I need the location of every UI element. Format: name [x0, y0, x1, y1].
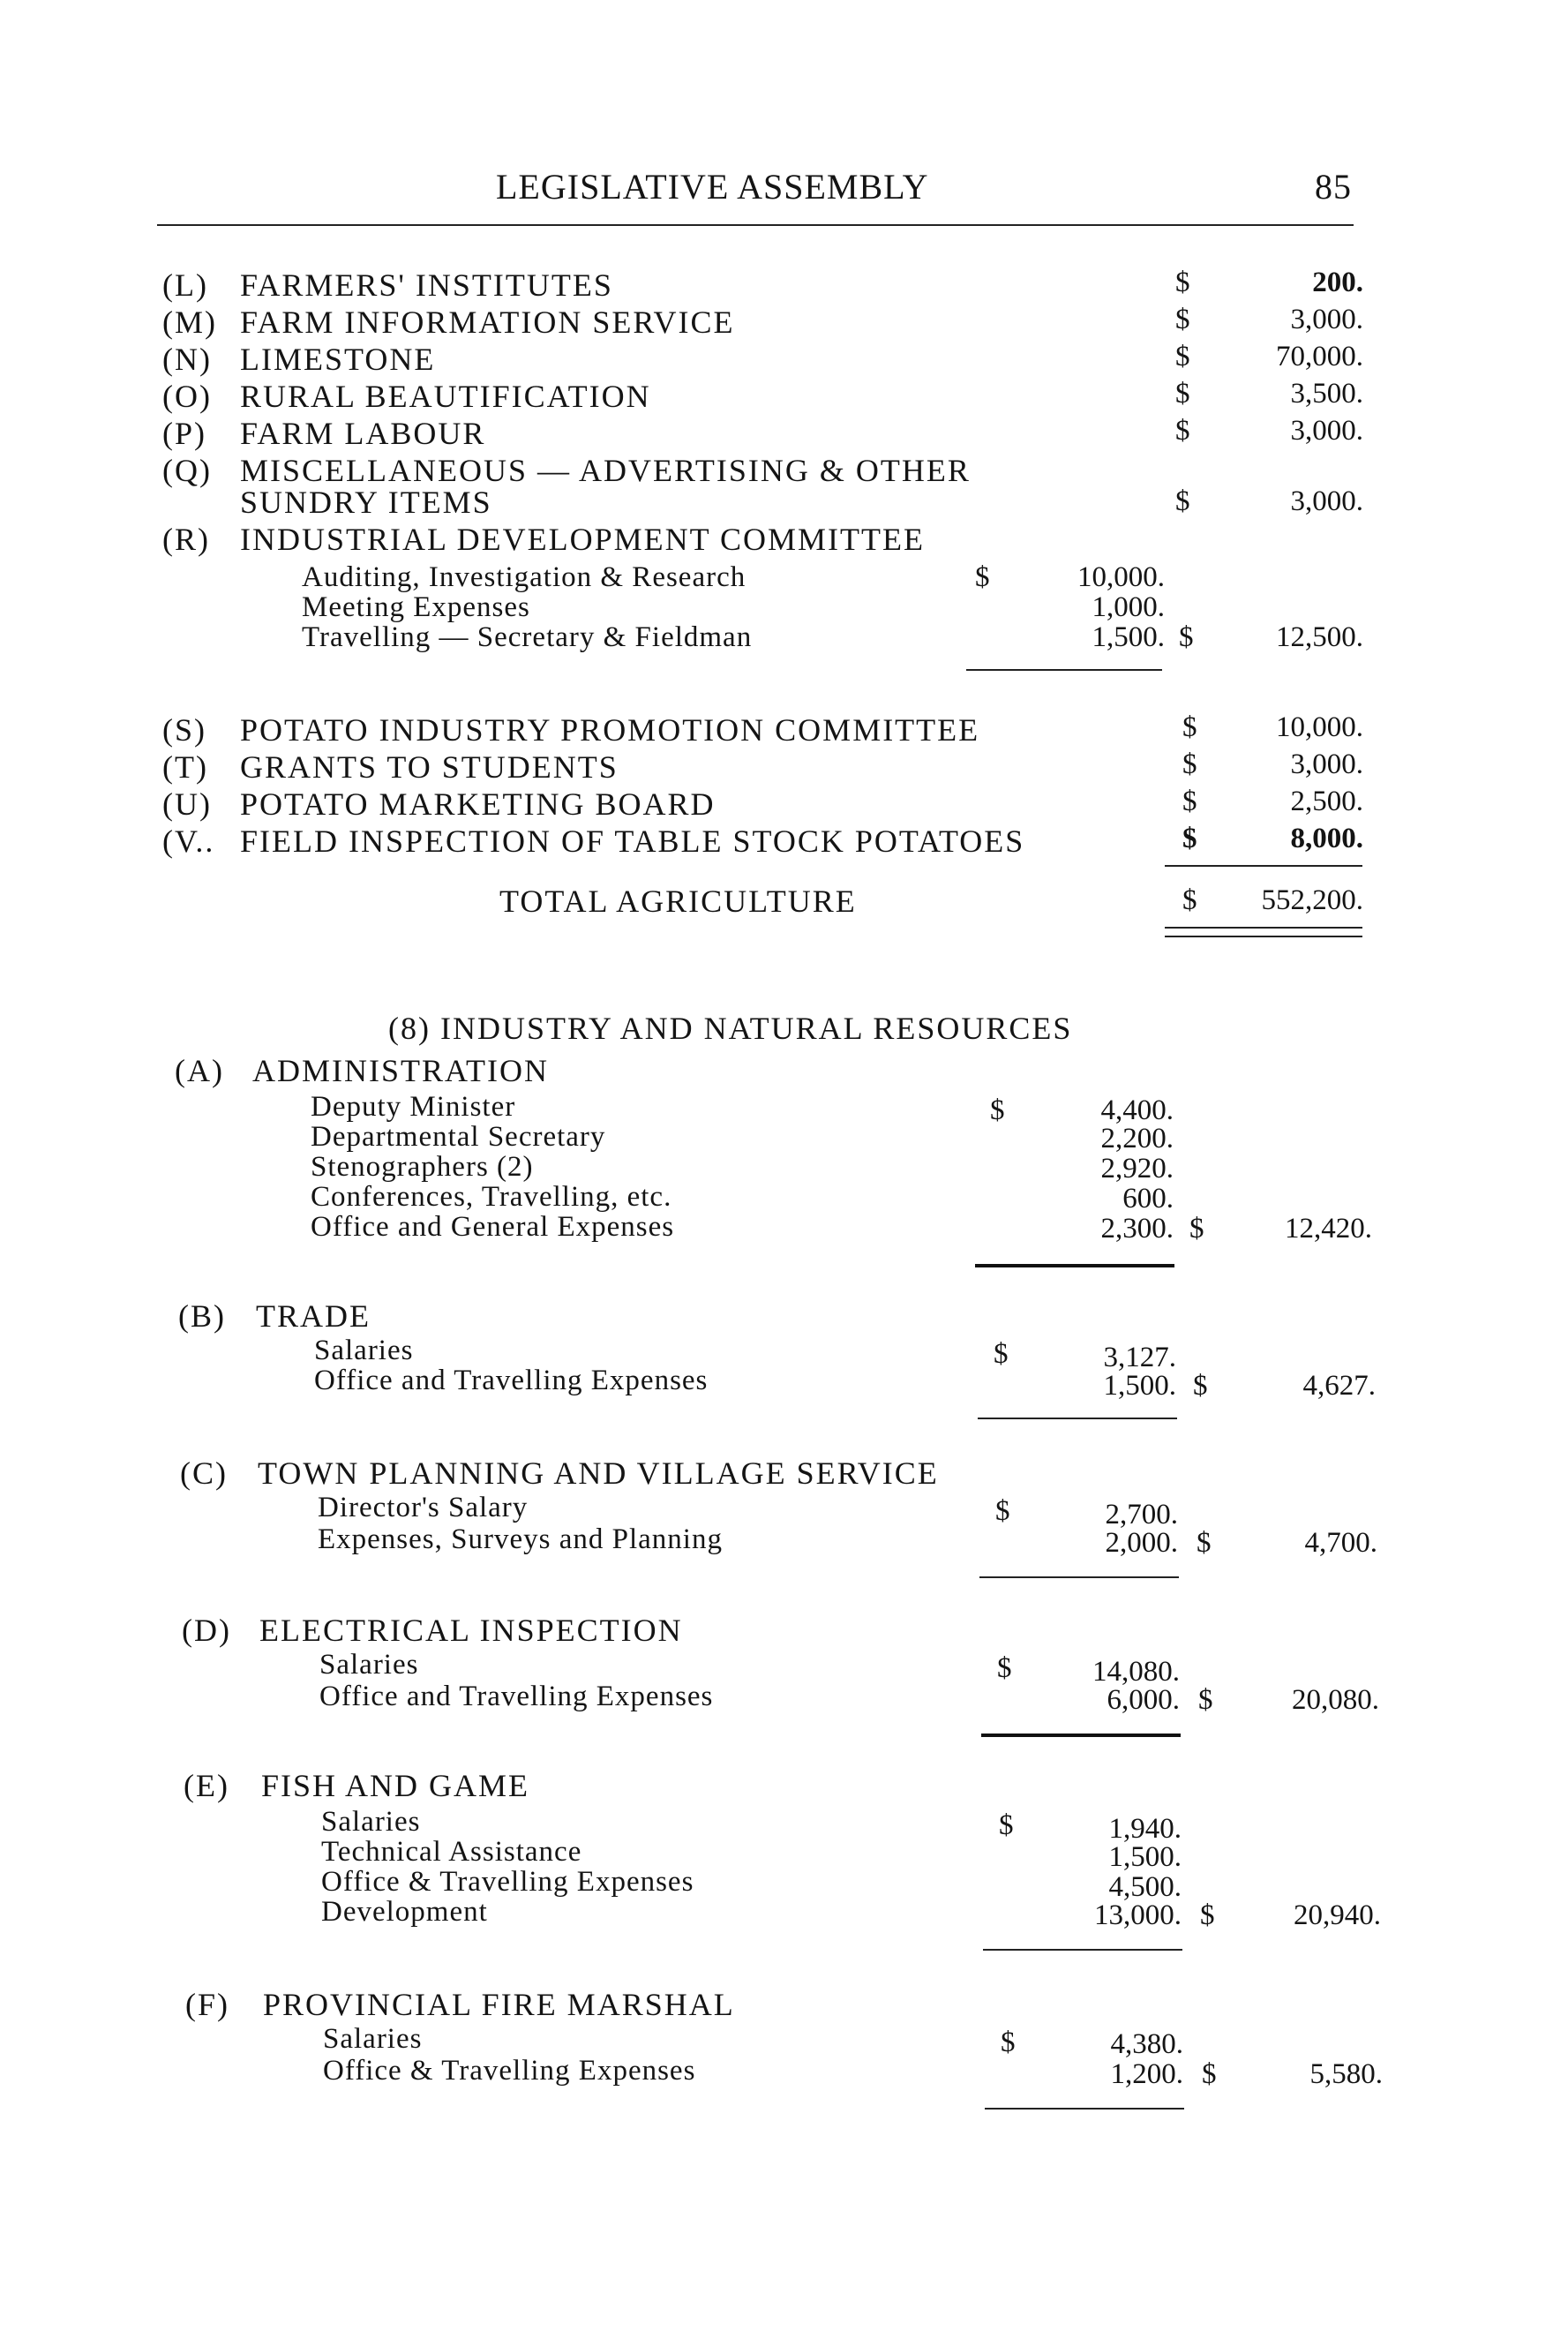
item-s-dollar: $ [1182, 711, 1197, 743]
item-r-total: 12,500. [1276, 621, 1363, 653]
item-t-total: 3,000. [1290, 748, 1363, 780]
group-d-total: 20,080. [1292, 1684, 1379, 1716]
item-o-dollar: $ [1175, 378, 1190, 410]
item-r-subtotal-rule [966, 669, 1162, 671]
group-c-line-amount: 2,700. [1105, 1499, 1178, 1531]
group-e-dollar: $ [1200, 1899, 1215, 1931]
item-t-letter: (T) [162, 749, 208, 785]
group-d-dollar: $ [1198, 1684, 1213, 1716]
group-a-line-amount: 600. [1122, 1183, 1174, 1215]
group-d-rule [981, 1734, 1181, 1737]
total-double-rule [1165, 927, 1362, 929]
item-s-letter: (S) [162, 712, 206, 748]
item-r-line-label: Meeting Expenses [302, 591, 530, 623]
item-n-dollar: $ [1175, 341, 1190, 372]
group-b-line-dollar: $ [994, 1338, 1009, 1370]
item-v-total: 8,000. [1290, 823, 1363, 854]
item-n-name: LIMESTONE [240, 342, 436, 377]
item-u-name: POTATO MARKETING BOARD [240, 786, 716, 822]
item-r-line-amount: 1,000. [1092, 591, 1165, 623]
item-q-name-cont: SUNDRY ITEMS [240, 485, 492, 520]
item-o-name: RURAL BEAUTIFICATION [240, 379, 651, 414]
item-s-name: POTATO INDUSTRY PROMOTION COMMITTEE [240, 712, 980, 748]
item-q-dollar: $ [1175, 485, 1190, 517]
group-d-line-dollar: $ [997, 1652, 1012, 1684]
group-b-dollar: $ [1193, 1370, 1208, 1402]
section-title: (8) INDUSTRY AND NATURAL RESOURCES [388, 1011, 1073, 1046]
group-e-total: 20,940. [1294, 1899, 1381, 1931]
group-a-line-label: Conferences, Travelling, etc. [311, 1181, 672, 1213]
group-a-line-label: Stenographers (2) [311, 1151, 534, 1183]
group-c-line-label: Expenses, Surveys and Planning [318, 1523, 723, 1555]
item-p-letter: (P) [162, 416, 206, 451]
item-t-name: GRANTS TO STUDENTS [240, 749, 619, 785]
group-c-total: 4,700. [1304, 1527, 1377, 1559]
item-u-total: 2,500. [1290, 786, 1363, 817]
group-b-line-label: Salaries [314, 1335, 414, 1366]
item-q-letter: (Q) [162, 453, 212, 488]
group-f-name: PROVINCIAL FIRE MARSHAL [263, 1987, 735, 2022]
total-agriculture-dollar: $ [1182, 884, 1197, 916]
total-top-rule [1165, 865, 1362, 867]
group-d-letter: (D) [182, 1613, 231, 1648]
item-o-letter: (O) [162, 379, 212, 414]
item-p-dollar: $ [1175, 415, 1190, 447]
group-a-line-dollar: $ [990, 1094, 1005, 1126]
group-f-dollar: $ [1202, 2058, 1217, 2090]
group-f-rule [985, 2108, 1184, 2110]
item-s-total: 10,000. [1276, 711, 1363, 743]
item-p-total: 3,000. [1290, 415, 1363, 447]
group-a-line-label: Departmental Secretary [311, 1121, 606, 1153]
group-b-name: TRADE [256, 1298, 371, 1334]
group-a-line-amount: 4,400. [1100, 1094, 1174, 1126]
group-e-line-label: Technical Assistance [321, 1836, 582, 1868]
group-f-line-amount: 1,200. [1110, 2058, 1183, 2090]
group-b-letter: (B) [178, 1298, 226, 1334]
item-n-total: 70,000. [1276, 341, 1363, 372]
group-c-line-dollar: $ [995, 1495, 1010, 1527]
group-e-name: FISH AND GAME [261, 1768, 530, 1803]
group-f-line-label: Office & Travelling Expenses [323, 2055, 696, 2087]
item-m-total: 3,000. [1290, 304, 1363, 335]
header-rule [157, 224, 1354, 226]
item-t-dollar: $ [1182, 748, 1197, 780]
total-agriculture-label: TOTAL AGRICULTURE [499, 884, 857, 919]
group-d-line-label: Office and Travelling Expenses [319, 1681, 714, 1712]
group-a-line-amount: 2,200. [1100, 1123, 1174, 1154]
total-double-rule [1165, 936, 1362, 937]
total-agriculture-amount: 552,200. [1261, 884, 1363, 916]
item-r-name: INDUSTRIAL DEVELOPMENT COMMITTEE [240, 522, 925, 557]
item-n-letter: (N) [162, 342, 212, 377]
group-e-line-amount: 4,500. [1108, 1871, 1182, 1903]
group-d-line-amount: 14,080. [1092, 1656, 1180, 1688]
group-b-rule [978, 1418, 1177, 1419]
group-b-line-amount: 3,127. [1103, 1342, 1176, 1373]
group-a-line-label: Deputy Minister [311, 1091, 516, 1123]
group-c-letter: (C) [180, 1455, 228, 1491]
group-c-dollar: $ [1197, 1527, 1212, 1559]
group-e-line-amount: 13,000. [1094, 1899, 1182, 1931]
group-e-line-amount: 1,940. [1108, 1813, 1182, 1845]
item-l-name: FARMERS' INSTITUTES [240, 267, 613, 303]
item-l-total: 200. [1312, 267, 1363, 298]
item-q-total: 3,000. [1290, 485, 1363, 517]
group-a-line-amount: 2,300. [1100, 1213, 1174, 1245]
item-u-letter: (U) [162, 786, 212, 822]
group-a-name: ADMINISTRATION [252, 1053, 549, 1088]
group-c-name: TOWN PLANNING AND VILLAGE SERVICE [258, 1455, 939, 1491]
item-v-name: FIELD INSPECTION OF TABLE STOCK POTATOES [240, 824, 1025, 859]
item-p-name: FARM LABOUR [240, 416, 486, 451]
page-number: 85 [1315, 167, 1352, 207]
group-f-line-dollar: $ [1001, 2027, 1016, 2058]
group-a-total: 12,420. [1285, 1213, 1372, 1245]
group-e-rule [983, 1949, 1182, 1951]
item-q-name: MISCELLANEOUS — ADVERTISING & OTHER [240, 453, 971, 488]
group-e-line-label: Salaries [321, 1806, 421, 1838]
group-a-line-amount: 2,920. [1100, 1153, 1174, 1185]
group-e-line-dollar: $ [999, 1809, 1014, 1841]
item-o-total: 3,500. [1290, 378, 1363, 410]
item-u-dollar: $ [1182, 786, 1197, 817]
group-e-line-label: Development [321, 1896, 488, 1928]
item-m-letter: (M) [162, 305, 217, 340]
item-r-line-label: Travelling — Secretary & Fieldman [302, 621, 753, 653]
item-m-dollar: $ [1175, 304, 1190, 335]
group-f-line-label: Salaries [323, 2023, 423, 2055]
item-r-line-dollar: $ [975, 561, 990, 593]
group-c-rule [979, 1576, 1179, 1578]
group-d-name: ELECTRICAL INSPECTION [259, 1613, 683, 1648]
item-l-dollar: $ [1175, 267, 1190, 298]
group-f-line-amount: 4,380. [1110, 2028, 1183, 2060]
group-e-line-amount: 1,500. [1108, 1841, 1182, 1873]
group-d-line-label: Salaries [319, 1649, 419, 1681]
group-c-line-label: Director's Salary [318, 1492, 529, 1523]
group-a-letter: (A) [175, 1053, 224, 1088]
item-r-line-amount: 10,000. [1077, 561, 1165, 593]
group-f-total: 5,580. [1309, 2058, 1383, 2090]
group-e-line-label: Office & Travelling Expenses [321, 1866, 694, 1898]
group-b-line-amount: 1,500. [1103, 1370, 1176, 1402]
item-r-dollar: $ [1179, 621, 1194, 653]
page-title: LEGISLATIVE ASSEMBLY [496, 167, 929, 207]
item-r-letter: (R) [162, 522, 210, 557]
item-v-letter: (V.. [162, 824, 215, 859]
group-d-line-amount: 6,000. [1107, 1684, 1180, 1716]
group-e-letter: (E) [184, 1768, 229, 1803]
group-a-rule [975, 1264, 1174, 1267]
item-m-name: FARM INFORMATION SERVICE [240, 305, 735, 340]
group-b-line-label: Office and Travelling Expenses [314, 1365, 709, 1396]
group-c-line-amount: 2,000. [1105, 1527, 1178, 1559]
item-r-line-amount: 1,500. [1092, 621, 1165, 653]
item-l-letter: (L) [162, 267, 208, 303]
group-f-letter: (F) [185, 1987, 229, 2022]
group-b-total: 4,627. [1302, 1370, 1376, 1402]
item-v-dollar: $ [1182, 823, 1197, 854]
item-r-line-label: Auditing, Investigation & Research [302, 561, 746, 593]
group-a-line-label: Office and General Expenses [311, 1211, 675, 1243]
group-a-dollar: $ [1189, 1213, 1204, 1245]
